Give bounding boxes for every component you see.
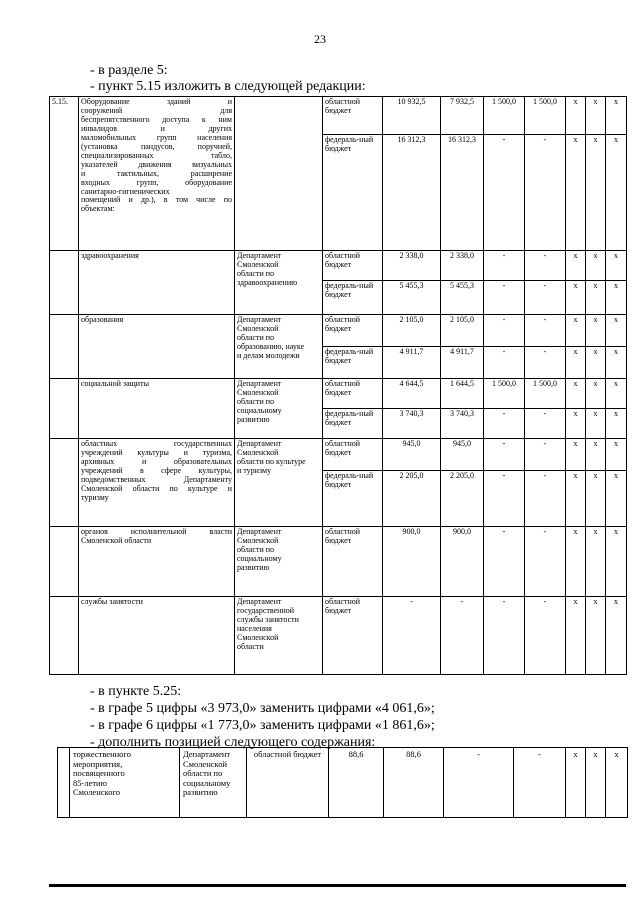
table-row: федераль-ный бюджет 3 740,3 3 740,3 - - x x x	[50, 409, 627, 439]
bottom-divider	[49, 884, 626, 887]
table-row: федераль-ный бюджет 4 911,7 4 911,7 - - x x x	[50, 347, 627, 379]
executor: Департамент Смоленской области по культуре и туризму	[235, 439, 323, 527]
table-row: органов исполнительной власти Смоленской области Департамент Смоленской области по социальному развитию областной бюджет 900,0 900,0 - - x x x	[50, 527, 627, 597]
object-name: торжественного мероприятия, посвященного 85-летию Смоленского	[70, 748, 180, 818]
object-name: здравоохранения	[79, 251, 235, 315]
table-row: областных государственных учреждений культуры и туризма, архивных и образовательных учреждений в сфере культуры, подведомственных Департаменту Смоленской области по культуре и туризму Департамент Смоленской области по культуре и туризму областной бюджет 945,0 945,0 - - x x x	[50, 439, 627, 471]
item-number: 5.15.	[50, 97, 79, 251]
intro-line-section: - в разделе 5:	[90, 63, 168, 78]
table-row: федераль-ный бюджет 16 312,3 16 312,3 - - x x x	[50, 135, 627, 251]
table-row: торжественного мероприятия, посвященного 85-летию Смоленского Департамент Смоленской области по социальному развитию областной бюджет 88,6 88,6 - - x x x	[58, 748, 628, 818]
after-line-col5: - в графе 5 цифры «3 973,0» заменить цифрами «4 061,6»;	[90, 701, 435, 716]
funding-source: областной бюджет	[323, 97, 383, 135]
table-row: федераль-ный бюджет 2 205,0 2 205,0 - - x x x	[50, 471, 627, 527]
after-line-item: - в пункте 5.25:	[90, 684, 182, 699]
item-description: Оборудование зданий и сооружений для беспрепятственного доступа к ним инвалидов и других маломобильных групп населения (установка пандусов, поручней, специализированных табло, указателей движения визуальных и тактильных, расширение входных групп, оборудование санитарно-гигиенических помещений и др.), в том числе по объектам:	[79, 97, 235, 251]
object-name: образования	[79, 315, 235, 379]
table-row: федераль-ный бюджет 5 455,3 5 455,3 - - x x x	[50, 281, 627, 315]
object-name: органов исполнительной власти Смоленской области	[79, 527, 235, 597]
executor: Департамент Смоленской области по социальному развитию	[235, 527, 323, 597]
executor: Департамент государственной службы занятости населения Смоленской области	[235, 597, 323, 675]
table-row: службы занятости Департамент государственной службы занятости населения Смоленской области областной бюджет - - - - x x x	[50, 597, 627, 675]
executor: Департамент Смоленской области по социальному развитию	[235, 379, 323, 439]
intro-line-item: - пункт 5.15 изложить в следующей редакции:	[90, 79, 366, 94]
object-name: социальной защиты	[79, 379, 235, 439]
executor-cell	[235, 97, 323, 251]
table-row: образования Департамент Смоленской области по образованию, науке и делам молодежи областной бюджет 2 105,0 2 105,0 - - x x x	[50, 315, 627, 347]
executor: Департамент Смоленской области по образованию, науке и делам молодежи	[235, 315, 323, 379]
object-name: областных государственных учреждений культуры и туризма, архивных и образовательных учреждений в сфере культуры, подведомственных Департаменту Смоленской области по культуре и туризму	[79, 439, 235, 527]
funding-source: федераль-ный бюджет	[323, 135, 383, 251]
table-row: здравоохранения Департамент Смоленской области по здравоохранению областной бюджет 2 338,0 2 338,0 - - x x x	[50, 251, 627, 281]
funding-source: областной бюджет	[247, 748, 329, 818]
after-line-add: - дополнить позицией следующего содержания:	[90, 735, 376, 750]
executor: Департамент Смоленской области по социальному развитию	[180, 748, 247, 818]
after-line-col6: - в графе 6 цифры «1 773,0» заменить цифрами «1 861,6»;	[90, 718, 435, 733]
new-position-table	[57, 747, 628, 818]
program-table	[49, 96, 627, 675]
object-name: службы занятости	[79, 597, 235, 675]
table-row: 5.15. Оборудование зданий и сооружений для беспрепятственного доступа к ним инвалидов и других маломобильных групп населения (установка пандусов, поручней, специализированных табло, указателей движения визуальных и тактильных, расширение входных групп, оборудование санитарно-гигиенических помещений и др.), в том числе по объектам: областной бюджет 10 932,5 7 932,5 1 500,0 1 500,0 x x x	[50, 97, 627, 135]
page-number: 23	[314, 32, 326, 46]
table-row: социальной защиты Департамент Смоленской области по социальному развитию областной бюджет 4 644,5 1 644,5 1 500,0 1 500,0 x x x	[50, 379, 627, 409]
executor: Департамент Смоленской области по здравоохранению	[235, 251, 323, 315]
